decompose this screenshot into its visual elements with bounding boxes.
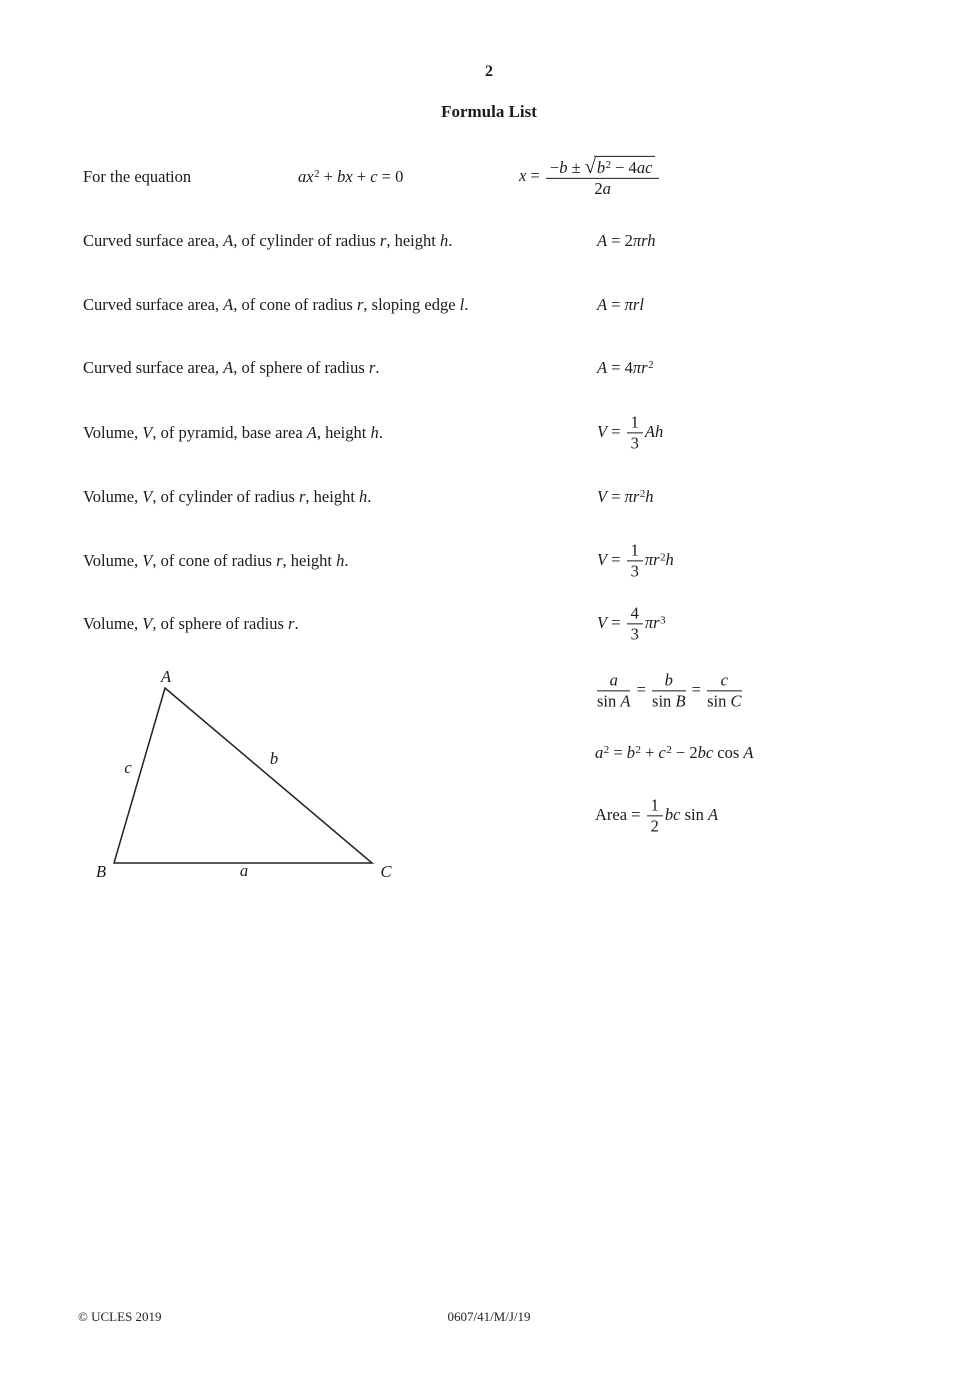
quadratic-formula: x = $\frac{-b \pm √b^2 - 4ac}{2a}$ xyxy=(519,156,661,198)
cosine-rule-formula: $a^2 = b^2 + c^2 - 2bc$ cos A xyxy=(595,742,754,762)
cone-surface-formula: A = πrl xyxy=(597,294,644,314)
footer-paper-code: 0607/41/M/J/19 xyxy=(447,1308,531,1324)
triangle-area-formula: Area = $\frac{1}{2}$ bc sin A xyxy=(595,795,719,836)
sphere-volume-formula: V = $\frac{4}{3}$ $\pi r^3$ xyxy=(597,603,666,644)
page-title: Formula List xyxy=(441,102,537,121)
cylinder-volume-formula: $V = \pi r^2h$ xyxy=(597,486,654,506)
triangle-vertex-c-label: C xyxy=(380,861,392,881)
cylinder-surface-label: Curved surface area, A, of cylinder of radius r, height h. xyxy=(83,230,453,250)
cone-surface-label: Curved surface area, A, of cone of radius r, sloping edge l. xyxy=(83,294,469,314)
triangle-vertex-a-label: A xyxy=(160,666,172,686)
pyramid-volume-label: Volume, V, of pyramid, base area A, height h. xyxy=(83,422,383,442)
quadratic-equation: $ax^2$ + bx + c = 0 xyxy=(298,166,404,186)
sphere-surface-formula: $A = 4\pi r^2$ xyxy=(597,357,654,377)
triangle-side-b-label: b xyxy=(269,748,279,768)
triangle-outline xyxy=(114,688,372,863)
triangle-vertex-b-label: B xyxy=(95,861,107,881)
cone-volume-label: Volume, V, of cone of radius r, height h. xyxy=(83,550,349,570)
sphere-volume-label: Volume, V, of sphere of radius r. xyxy=(83,613,299,633)
triangle-figure xyxy=(95,665,395,870)
triangle-side-c-label: c xyxy=(124,757,132,777)
sine-rule-formula: $\frac{a}{\text{sin A}}$ = $\frac{b}{\text{sin B}}$ = $\frac{c}{\text{sin C}}$ xyxy=(597,670,742,711)
cylinder-volume-label: Volume, V, of cylinder of radius r, height h. xyxy=(83,486,372,506)
cylinder-surface-formula: A = 2πrh xyxy=(597,230,656,250)
pyramid-volume-formula: V = $\frac{1}{3}$ Ah xyxy=(597,412,664,453)
cone-volume-formula: V = $\frac{1}{3}$ $\pi r^2h$ xyxy=(597,540,674,581)
sphere-surface-label: Curved surface area, A, of sphere of radius r. xyxy=(83,357,380,377)
quadratic-intro-label: For the equation xyxy=(83,166,192,186)
page-number: 2 xyxy=(485,63,493,80)
triangle-side-a-label: a xyxy=(239,860,249,880)
footer-copyright: © UCLES 2019 xyxy=(78,1308,162,1324)
